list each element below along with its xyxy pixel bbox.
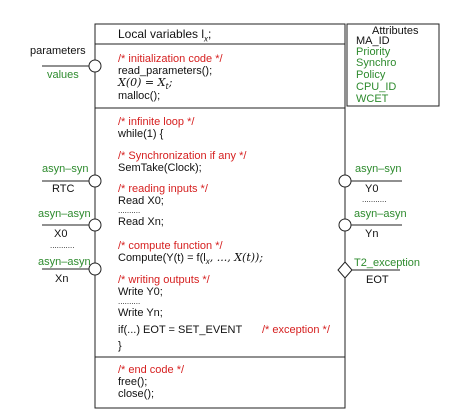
rtc-label: RTC <box>52 183 75 195</box>
read-comment: /* reading inputs */ <box>118 183 208 195</box>
local-variables-label: Local variables $l_x$; <box>118 27 212 44</box>
local-variables-text: Local variables l <box>118 27 205 41</box>
y0-label: Y0 <box>365 183 379 195</box>
end-free: free(); <box>118 376 148 388</box>
compute-line <box>118 252 263 268</box>
init-x0-assign: $X(0) = X_t$; <box>118 76 173 92</box>
init-x0-text: X(0) = X <box>118 76 166 89</box>
write-ellipsis: .......... <box>118 297 141 306</box>
compute-subscript: x <box>205 257 210 267</box>
sync-comment: /* Synchronization if any */ <box>118 150 247 162</box>
init-x0-subscript: t <box>165 82 169 92</box>
param-port <box>89 60 101 72</box>
values-label: values <box>47 69 79 81</box>
read-x0-line: Read X0; <box>118 195 164 207</box>
while-line: while(1) { <box>118 128 164 140</box>
t2-exception-label: T2_exception <box>354 257 421 269</box>
attribute-policy: Policy <box>356 69 386 81</box>
attributes-title: Attributes <box>372 25 419 37</box>
compute-text: Compute(Y(t) = f(l <box>118 252 206 264</box>
yn-port <box>339 219 351 231</box>
write-comment: /* writing outputs */ <box>118 274 210 286</box>
attribute-synchro: Synchro <box>356 57 397 69</box>
left-asyn-asyn-2-label: asyn–asyn <box>38 256 91 268</box>
right-asyn-syn-label: asyn–syn <box>355 163 402 175</box>
eot-label: EOT <box>366 274 389 286</box>
xn-port <box>89 263 101 275</box>
right-ellipsis: ........... <box>362 195 387 204</box>
read-xn-line: Read Xn; <box>118 216 164 228</box>
attribute-priority: Priority <box>356 46 391 58</box>
compute-comment: /* compute function */ <box>118 240 223 252</box>
init-read-parameters: read_parameters(); <box>118 65 213 77</box>
parameters-label: parameters <box>30 45 86 57</box>
loop-comment: /* infinite loop */ <box>118 116 195 128</box>
exception-comment: /* exception */ <box>262 324 330 336</box>
left-ellipsis: ........... <box>50 241 75 250</box>
y0-port <box>339 175 351 187</box>
if-eot-line: if(...) EOT = SET_EVENT <box>118 324 243 336</box>
local-variables-subscript: x <box>204 34 209 44</box>
attribute-cpu-id: CPU_ID <box>356 81 397 93</box>
write-y0-line: Write Y0; <box>118 286 163 298</box>
semtake-line: SemTake(Clock); <box>118 162 202 174</box>
xn-label: Xn <box>55 273 69 285</box>
close-brace: } <box>118 340 122 352</box>
init-malloc: malloc(); <box>118 90 161 102</box>
end-comment: /* end code */ <box>118 364 185 376</box>
x0-label: X0 <box>54 228 68 240</box>
read-ellipsis: .......... <box>118 206 141 215</box>
end-close: close(); <box>118 388 155 400</box>
left-asyn-asyn-1-label: asyn–asyn <box>38 208 91 220</box>
rtc-port <box>89 175 101 187</box>
yn-label: Yn <box>365 228 379 240</box>
attribute-ma-id: MA_ID <box>356 35 390 47</box>
init-comment: /* initialization code */ <box>118 53 223 65</box>
x0-port <box>89 219 101 231</box>
eot-port <box>338 262 352 278</box>
right-asyn-asyn-label: asyn–asyn <box>354 208 407 220</box>
write-yn-line: Write Yn; <box>118 307 163 319</box>
attribute-wcet: WCET <box>356 93 389 105</box>
left-asyn-syn-label: asyn–syn <box>42 163 89 175</box>
compute-args: , ..., X(t)); <box>209 251 264 264</box>
